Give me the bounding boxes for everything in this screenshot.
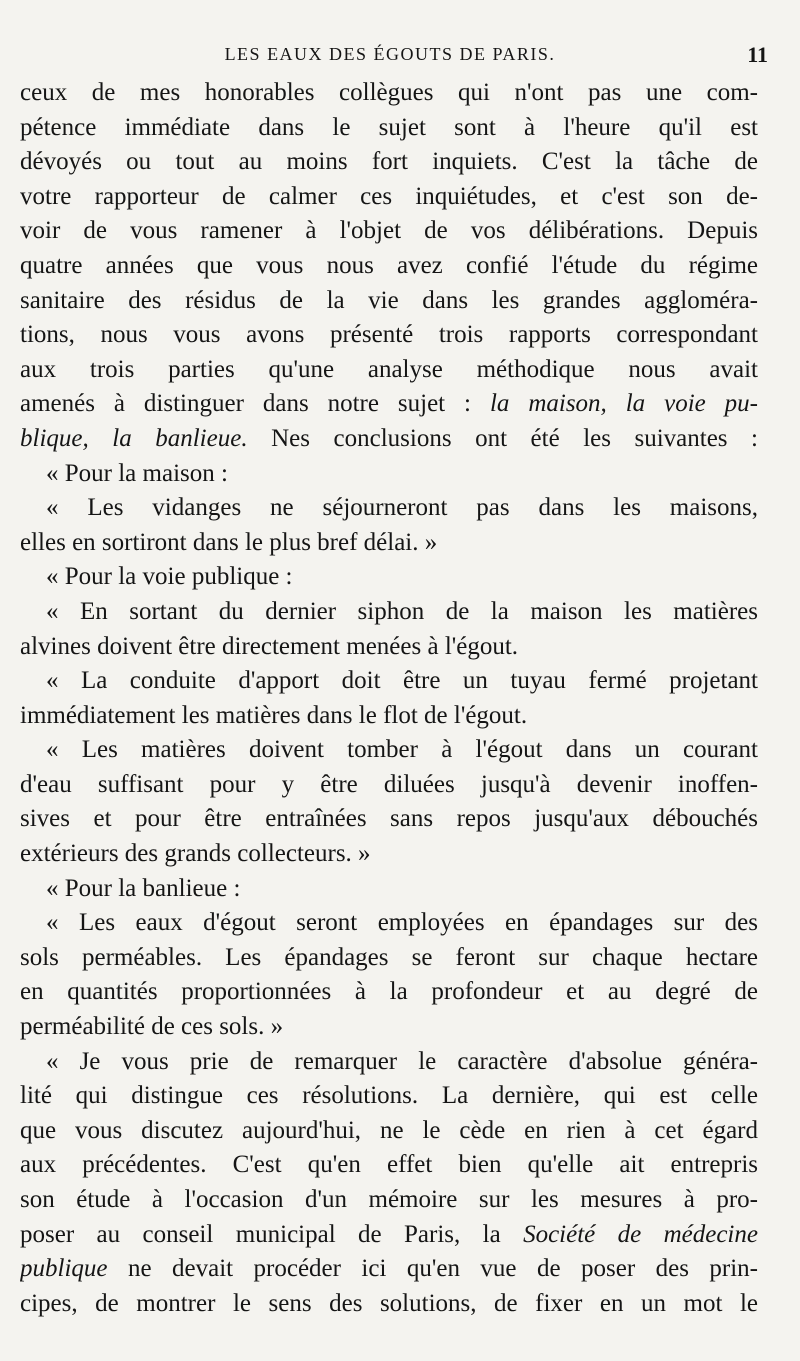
text-line: que vous discutez aujourd'hui, ne le cède en rien à cet égard bbox=[20, 1116, 758, 1144]
text-line: d'eau suffisant pour y être diluées jusqu'à devenir inoffen- bbox=[20, 770, 758, 798]
text-line: aux trois parties qu'une analyse méthodique nous avait bbox=[20, 355, 758, 383]
italic-span: blique, la banlieue. bbox=[20, 424, 248, 452]
text-line: sanitaire des résidus de la vie dans les grandes aggloméra- bbox=[20, 286, 758, 314]
text-line: dévoyés ou tout au moins fort inquiets. C'est la tâche de bbox=[20, 148, 758, 176]
text-line: « La conduite d'apport doit être un tuyau fermé projetant bbox=[46, 667, 758, 695]
text-line: « Pour la voie publique : bbox=[46, 563, 293, 591]
text-line: amenés à distinguer dans notre sujet : la maison, la voie pu- bbox=[20, 390, 758, 418]
text-line: sols perméables. Les épandages se feront sur chaque hectare bbox=[20, 943, 758, 971]
text-line: lité qui distingue ces résolutions. La dernière, qui est celle bbox=[20, 1082, 758, 1110]
page-number: 11 bbox=[747, 42, 768, 67]
running-title: LES EAUX DES ÉGOUTS DE PARIS. bbox=[224, 44, 556, 64]
text-line: cipes, de montrer le sens des solutions, de fixer en un mot le bbox=[20, 1289, 758, 1317]
italic-span: la maison, la voie pu- bbox=[489, 390, 758, 418]
text-line: sives et pour être entraînées sans repos jusqu'aux débouchés bbox=[20, 805, 758, 833]
text-line: alvines doivent être directement menées à l'égout. bbox=[20, 632, 519, 660]
text-line: voir de vous ramener à l'objet de vos délibérations. Depuis bbox=[20, 217, 758, 245]
text-line: tions, nous vous avons présenté trois rapports correspondant bbox=[20, 321, 758, 349]
text-line: « Les vidanges ne séjourneront pas dans les maisons, bbox=[46, 494, 758, 522]
text-line: « Pour la banlieue : bbox=[46, 874, 241, 902]
body-text bbox=[20, 76, 758, 1321]
text-line: extérieurs des grands collecteurs. » bbox=[20, 840, 371, 868]
italic-span: publique bbox=[20, 1255, 108, 1283]
text-line: votre rapporteur de calmer ces inquiétudes, et c'est son de- bbox=[20, 182, 758, 210]
text-line: blique, la banlieue. Nes conclusions ont été les suivantes : bbox=[20, 424, 758, 452]
page-header bbox=[20, 40, 768, 74]
text-line: aux précédentes. C'est qu'en effet bien qu'elle ait entrepris bbox=[20, 1151, 758, 1179]
text-line: « Les matières doivent tomber à l'égout dans un courant bbox=[46, 736, 758, 764]
text-line: son étude à l'occasion d'un mémoire sur les mesures à pro- bbox=[20, 1186, 758, 1213]
text-line: publique ne devait procéder ici qu'en vue de poser des prin- bbox=[20, 1255, 758, 1283]
text-line: elles en sortiront dans le plus bref délai. » bbox=[20, 528, 438, 556]
text-line: ceux de mes honorables collègues qui n'ont pas une com- bbox=[20, 79, 758, 106]
text-line: quatre années que vous nous avez confié l'étude du régime bbox=[20, 251, 758, 279]
text-line: « Les eaux d'égout seront employées en épandages sur des bbox=[46, 909, 758, 937]
text-line: immédiatement les matières dans le flot de l'égout. bbox=[20, 701, 528, 729]
text-line: en quantités proportionnées à la profondeur et au degré de bbox=[20, 978, 758, 1006]
text-line: « En sortant du dernier siphon de la maison les matières bbox=[46, 597, 758, 625]
text-line: pétence immédiate dans le sujet sont à l'heure qu'il est bbox=[20, 113, 758, 141]
text-line: poser au conseil municipal de Paris, la Société de médecine bbox=[20, 1220, 758, 1248]
text-line: « Je vous prie de remarquer le caractère d'absolue généra- bbox=[46, 1047, 758, 1075]
text-line: perméabilité de ces sols. » bbox=[20, 1013, 284, 1041]
italic-span: Société de médecine bbox=[523, 1220, 758, 1248]
text-line: « Pour la maison : bbox=[46, 459, 228, 487]
